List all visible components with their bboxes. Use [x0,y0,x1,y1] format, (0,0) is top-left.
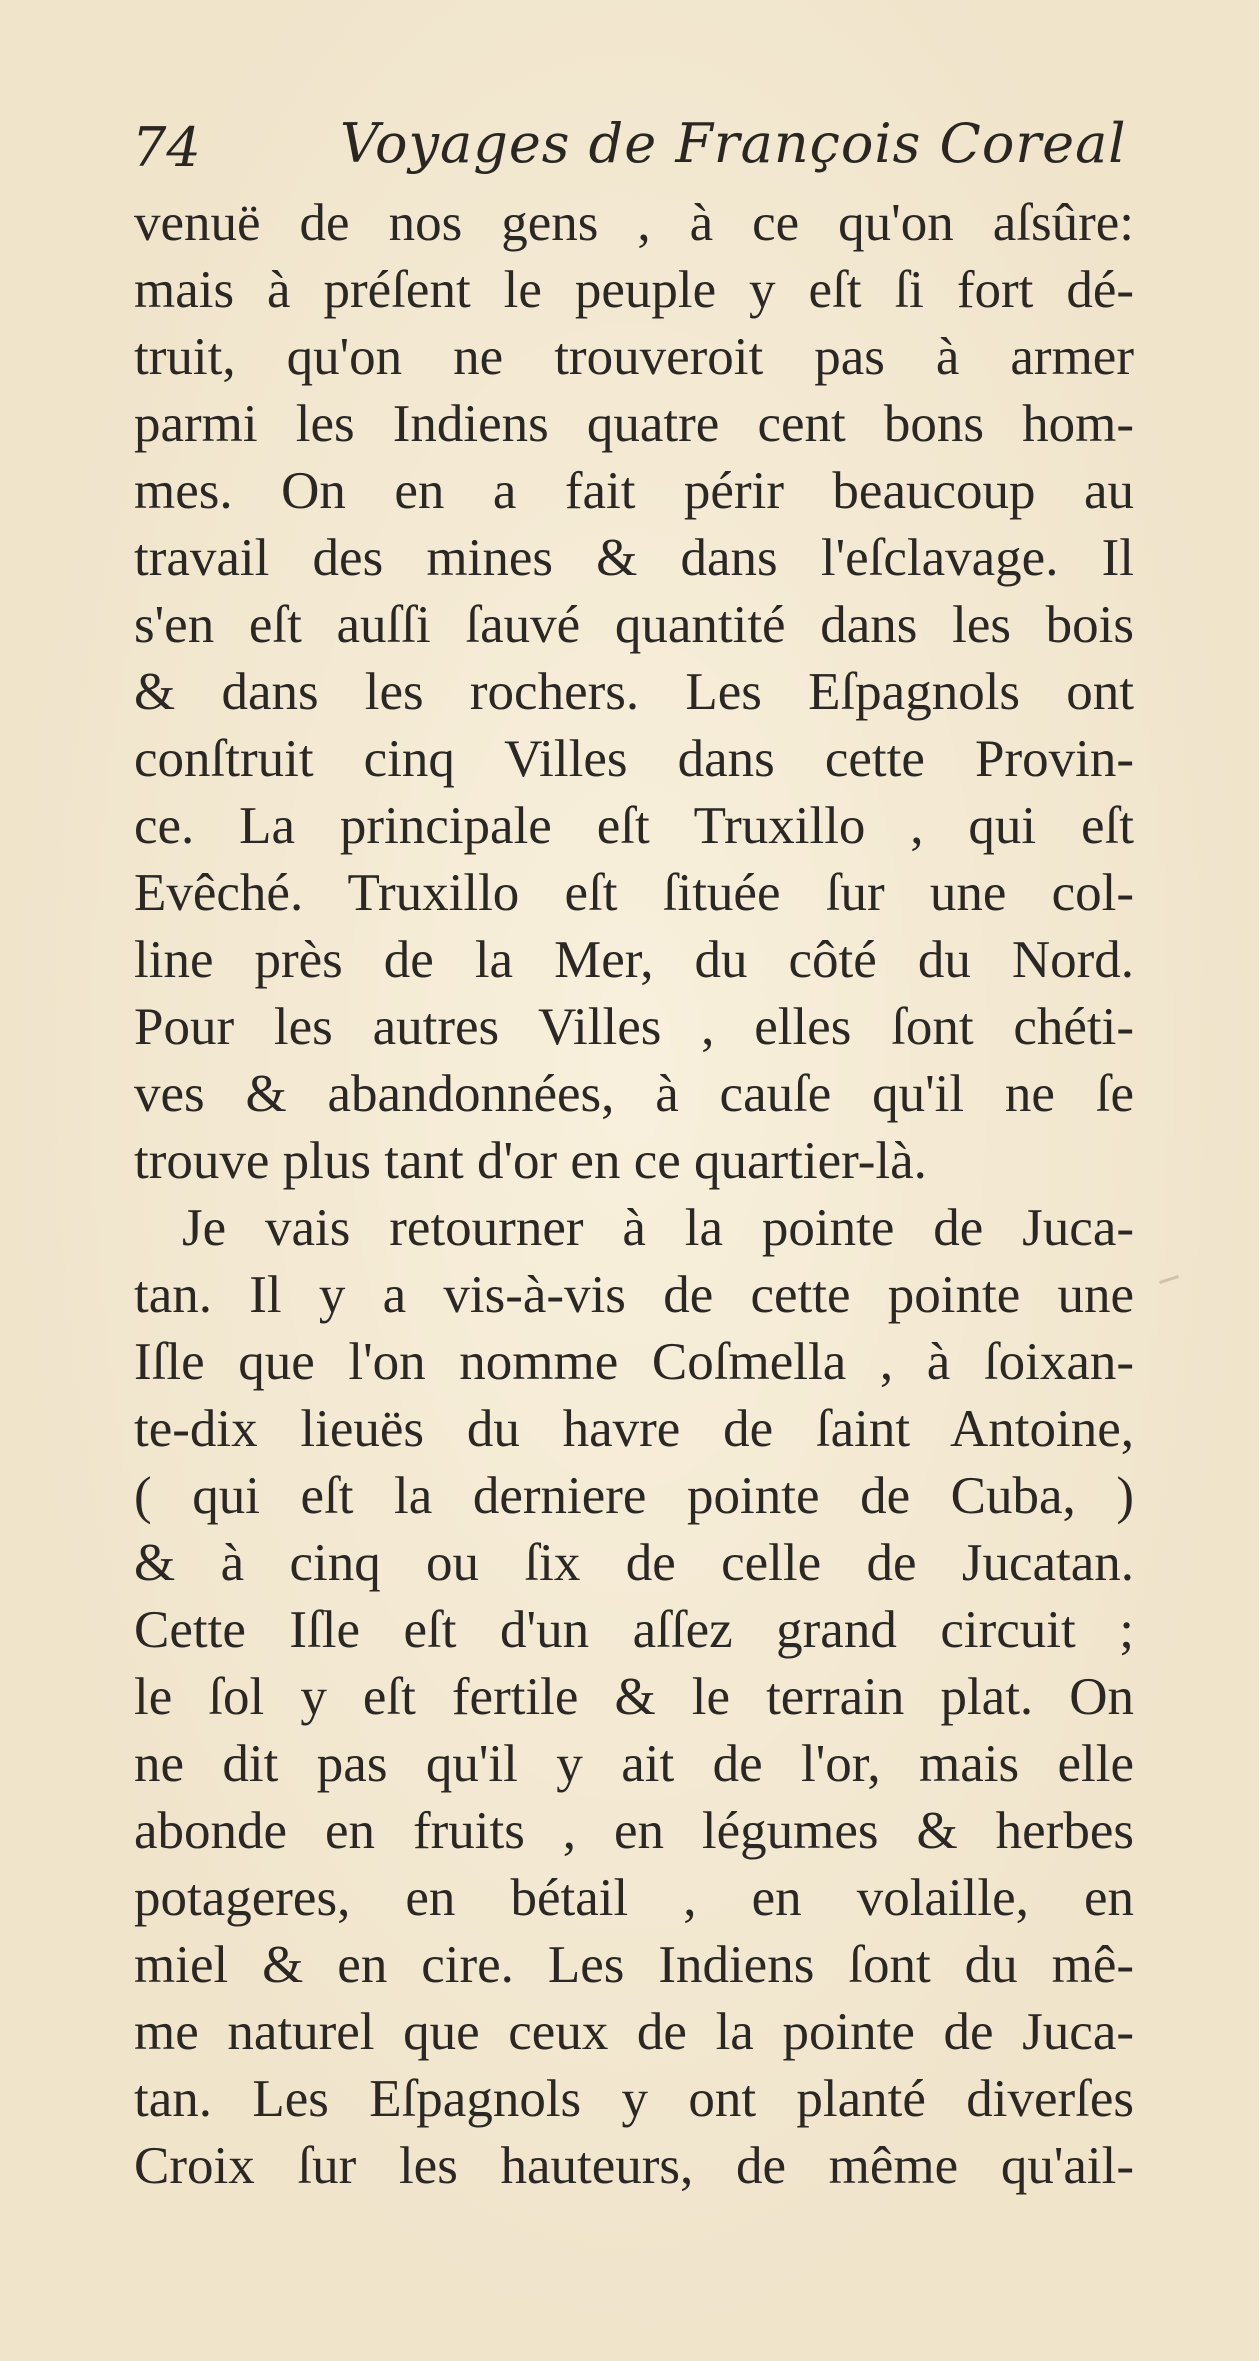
text-line: me naturel que ceux de la pointe de Juca- [134,2003,1134,2061]
text-line: truit, qu'on ne trouveroit pas à armer [134,328,1134,386]
text-line: te-dix lieuës du havre de ſaint Antoine, [134,1400,1134,1458]
text-line: trouve plus tant d'or en ce quartier-là. [134,1132,927,1190]
text-line: miel & en cire. Les Indiens ſont du mê- [134,1936,1134,1994]
text-line: abonde en fruits , en légumes & herbes [134,1802,1134,1860]
text-line: mais à préſent le peuple y eſt ſi fort dé- [134,261,1134,319]
text-line: Je vais retourner à la pointe de Juca- [182,1199,1134,1257]
text-line: Cette Iſle eſt d'un aſſez grand circuit ; [134,1601,1134,1659]
text-line: potageres, en bétail , en volaille, en [134,1869,1134,1927]
text-line: conſtruit cinq Villes dans cette Provin- [134,730,1134,788]
text-line: tan. Il y a vis-à-vis de cette pointe une [134,1266,1134,1324]
text-line: ves & abandonnées, à cauſe qu'il ne ſe [134,1065,1134,1123]
text-line: Pour les autres Villes , elles ſont chéti- [134,998,1134,1056]
text-line: parmi les Indiens quatre cent bons hom- [134,395,1134,453]
paper-speck [1159,1275,1179,1284]
text-line: Evêché. Truxillo eſt ſituée ſur une col- [134,864,1134,922]
text-line: tan. Les Eſpagnols y ont planté diverſes [134,2070,1134,2128]
text-line: & à cinq ou ſix de celle de Jucatan. [134,1534,1134,1592]
text-line: s'en eſt auſſi ſauvé quantité dans les bois [134,596,1134,654]
text-line: travail des mines & dans l'eſclavage. Il [134,529,1134,587]
page-number: 74 [132,116,201,179]
text-line: ne dit pas qu'il y ait de l'or, mais elle [134,1735,1134,1793]
text-line: ce. La principale eſt Truxillo , qui eſt [134,797,1134,855]
text-line: ( qui eſt la derniere pointe de Cuba, ) [134,1467,1134,1525]
text-line: line près de la Mer, du côté du Nord. [134,931,1134,989]
text-line: Croix ſur les hauteurs, de même qu'ail- [134,2137,1134,2195]
text-line: le ſol y eſt fertile & le terrain plat. On [134,1668,1134,1726]
text-line: & dans les rochers. Les Eſpagnols ont [134,663,1134,721]
body-text [134,190,1134,2200]
page-header [132,112,1132,192]
text-line: mes. On en a fait périr beaucoup au [134,462,1134,520]
text-line: Iſle que l'on nomme Coſmella , à ſoixan- [134,1333,1134,1391]
running-title: Voyages de François Coreal [340,112,1127,175]
text-line: venuë de nos gens , à ce qu'on aſsûre: [134,194,1134,252]
